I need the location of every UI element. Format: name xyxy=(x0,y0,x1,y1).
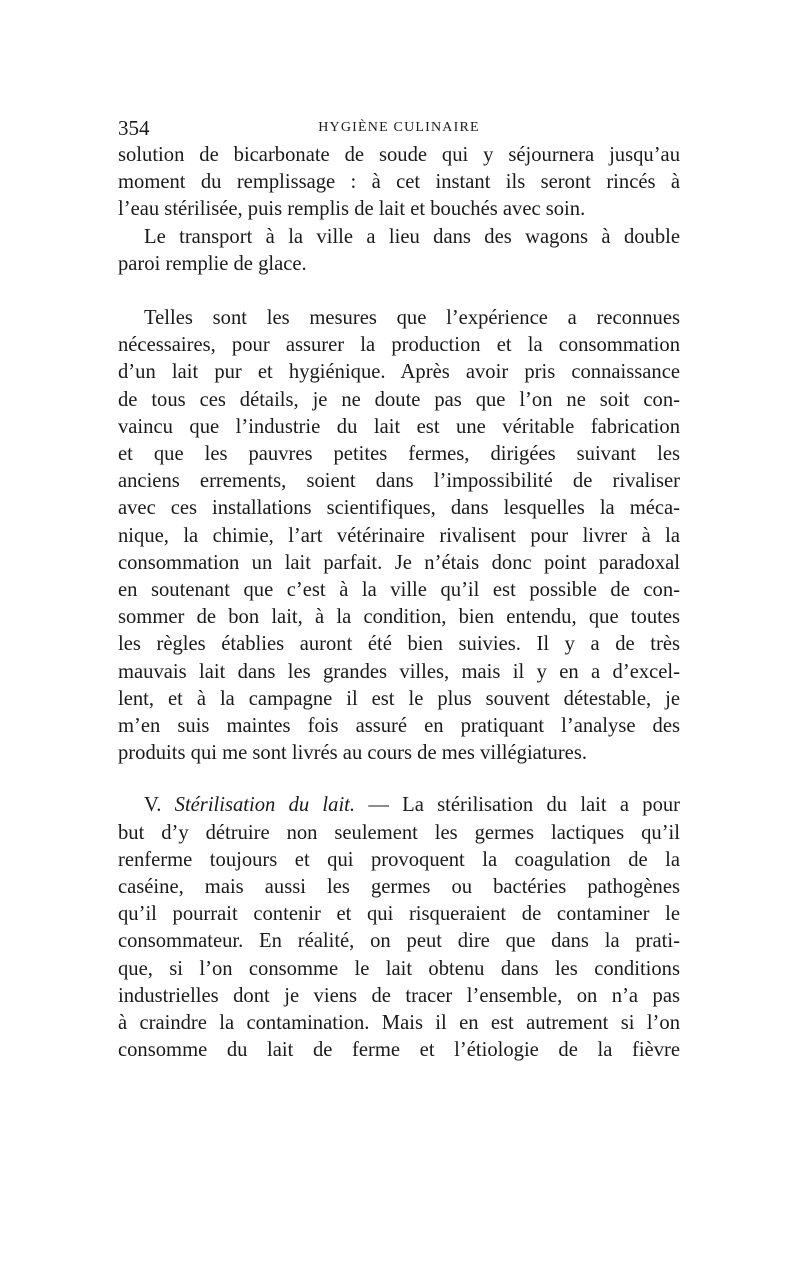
text-line: consommation un lait parfait. Je n’étais donc point paradoxal xyxy=(118,551,680,574)
text-line: Telles sont les mesures que l’expérience a reconnues xyxy=(144,307,680,330)
text-line: solution de bicarbonate de soude qui y séjournera jusqu’au xyxy=(118,144,680,166)
body-text xyxy=(118,142,680,1065)
text-line: nique, la chimie, l’art vétérinaire rivalisent pour livrer à la xyxy=(118,524,680,547)
running-head: HYGIÈNE CULINAIRE xyxy=(318,120,480,135)
text-line: consomme du lait de ferme et l’étiologie de la fièvre xyxy=(118,1039,680,1062)
text-line: m’en suis maintes fois assuré en pratiquant l’analyse des xyxy=(118,715,680,738)
text-line: consommateur. En réalité, on peut dire que dans la prati- xyxy=(118,930,680,953)
text-line: de tous ces détails, je ne doute pas que l’on ne soit con- xyxy=(118,388,680,411)
text-line: que, si l’on consomme le lait obtenu dans les conditions xyxy=(118,957,680,980)
text-fragment: — La stérilisation du lait a pour xyxy=(368,794,681,817)
text-line: vaincu que l’industrie du lait est une véritable fabrication xyxy=(118,415,680,438)
text-line: but d’y détruire non seulement les germes lactiques qu’il xyxy=(118,821,680,844)
text-line: industrielles dont je viens de tracer l’ensemble, on n’a pas xyxy=(118,984,680,1007)
text-line: mauvais lait dans les grandes villes, mais il y en a d’excel- xyxy=(118,660,680,683)
text-line: et que les pauvres petites fermes, dirigées suivant les xyxy=(118,443,680,466)
page-header xyxy=(118,112,680,142)
text-line: en soutenant que c’est à la ville qu’il est possible de con- xyxy=(118,579,680,602)
text-line: l’eau stérilisée, puis remplis de lait et bouchés avec soin. xyxy=(118,198,586,221)
section-title: Stérilisation du lait. xyxy=(174,794,356,817)
text-line: caséine, mais aussi les germes ou bactéries pathogènes xyxy=(118,876,680,899)
text-line: sommer de bon lait, à la condition, bien entendu, que toutes xyxy=(118,606,680,629)
text-line: d’un lait pur et hygiénique. Après avoir pris connaissance xyxy=(118,361,680,384)
text-line: à craindre la contamination. Mais il en est autrement si l’on xyxy=(118,1012,680,1035)
text-line: lent, et à la campagne il est le plus souvent détestable, je xyxy=(118,687,680,710)
page-number: 354 xyxy=(118,116,150,140)
paragraph-3 xyxy=(118,305,680,767)
text-line: anciens errements, soient dans l’impossibilité de rivaliser xyxy=(118,470,680,493)
paragraph-1 xyxy=(118,142,680,224)
text-line: renferme toujours et qui provoquent la coagulation de la xyxy=(118,848,680,871)
text-line: produits qui me sont livrés au cours de mes villégiatures. xyxy=(118,742,587,765)
text-line: paroi remplie de glace. xyxy=(118,252,307,275)
section-heading-line xyxy=(118,792,680,819)
text-line: les règles établies auront été bien suivies. Il y a de très xyxy=(118,633,680,656)
text-line: avec ces installations scientifiques, dans lesquelles la méca- xyxy=(118,497,680,520)
paragraph-4 xyxy=(118,792,680,1064)
paragraph-spacer xyxy=(118,767,680,792)
paragraph-spacer xyxy=(118,278,680,305)
text-line: Le transport à la ville a lieu dans des wagons à double xyxy=(144,225,680,248)
section-number: V. xyxy=(144,794,162,817)
text-line: moment du remplissage : à cet instant ils seront rincés à xyxy=(118,171,680,194)
paragraph-2 xyxy=(118,224,680,278)
text-line: qu’il pourrait contenir et qui risqueraient de contaminer le xyxy=(118,903,680,926)
page-content xyxy=(118,112,680,1065)
text-line: nécessaires, pour assurer la production et la consommation xyxy=(118,334,680,357)
